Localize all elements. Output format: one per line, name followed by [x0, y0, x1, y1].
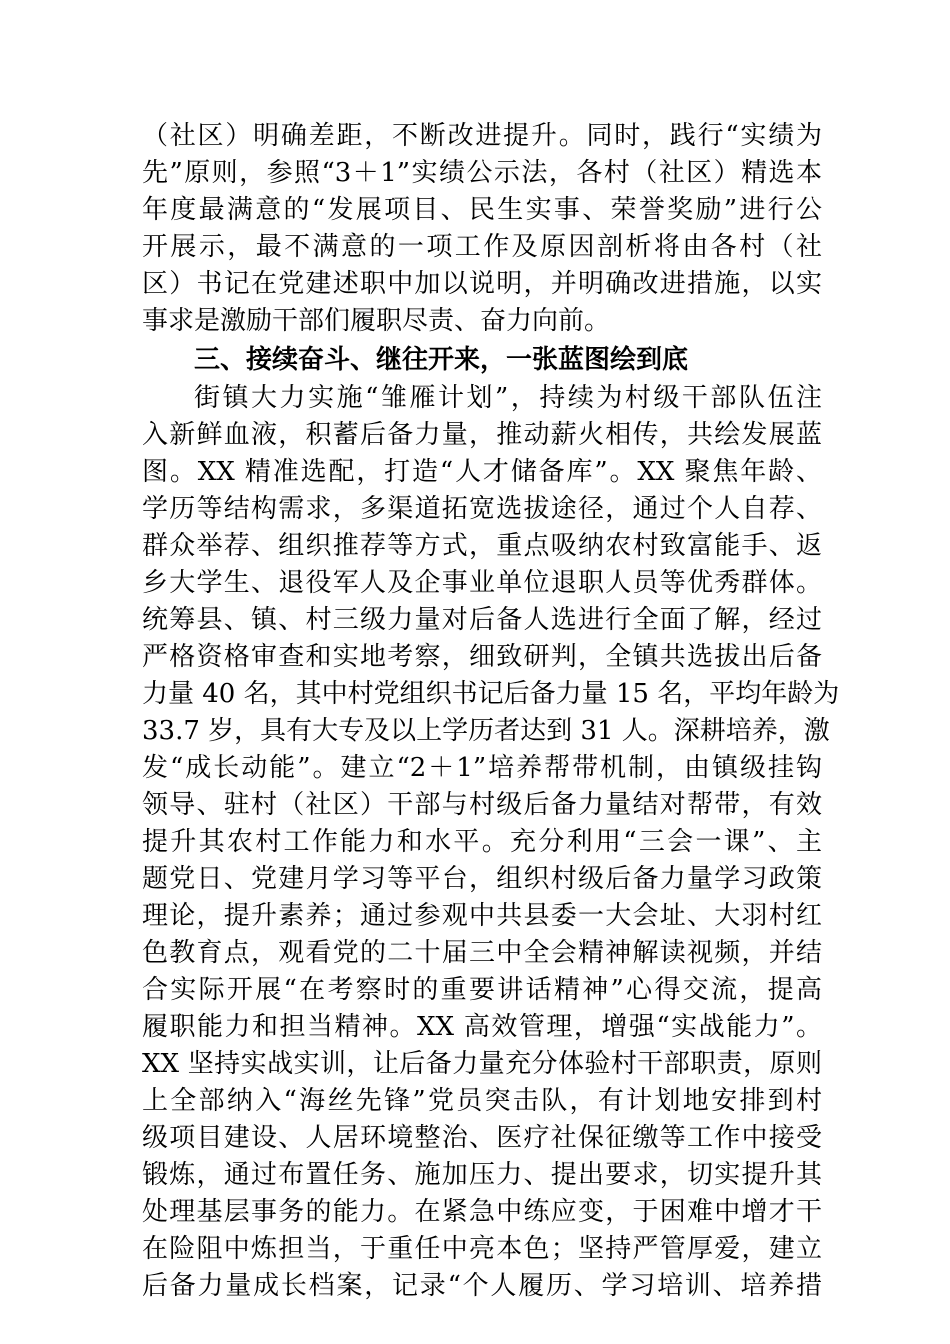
- text-line: 领导、驻村（社区）干部与村级后备力量结对帮带，有效: [142, 790, 822, 820]
- text-line: 群众举荐、组织推荐等方式，重点吸纳农村致富能手、返: [142, 531, 822, 561]
- text-line: 力量 40 名，其中村党组织书记后备力量 15 名，平均年龄为: [142, 679, 840, 709]
- body-paragraph: [142, 380, 840, 1305]
- text-line: 开展示，最不满意的一项工作及原因剖析将由各村（社: [142, 232, 822, 262]
- text-line: 在险阻中炼担当，于重任中亮本色；坚持严管厚爱，建立: [142, 1234, 822, 1264]
- text-line: 履职能力和担当精神。XX 高效管理，增强“实战能力”。: [142, 1012, 822, 1042]
- text-line: 事求是激励干部们履职尽责、奋力向前。: [142, 306, 611, 336]
- text-line: 严格资格审查和实地考察，细致研判，全镇共选拔出后备: [142, 642, 822, 672]
- text-line: 图。XX 精准选配，打造“人才储备库”。XX 聚焦年龄、: [142, 457, 822, 487]
- text-line: 乡大学生、退役军人及企事业单位退职人员等优秀群体。: [142, 568, 822, 598]
- text-line: 提升其农村工作能力和水平。充分利用“三会一课”、主: [142, 827, 822, 857]
- text-line: 后备力量成长档案，记录“个人履历、学习培训、培养措: [142, 1271, 822, 1301]
- section-heading: 三、接续奋斗、继往开来，一张蓝图绘到底: [194, 345, 689, 375]
- text-line: 锻炼，通过布置任务、施加压力、提出要求，切实提升其: [142, 1160, 822, 1190]
- text-line: 先”原则，参照“3＋1”实绩公示法，各村（社区）精选本: [142, 158, 822, 188]
- text-line: 区）书记在党建述职中加以说明，并明确改进措施，以实: [142, 269, 822, 299]
- text-line: 街镇大力实施“雏雁计划”，持续为村级干部队伍注: [194, 383, 822, 413]
- text-line: 入新鲜血液，积蓄后备力量，推动薪火相传，共绘发展蓝: [142, 420, 822, 450]
- text-line: （社区）明确差距，不断改进提升。同时，践行“实绩为: [142, 121, 822, 151]
- text-line: 色教育点，观看党的二十届三中全会精神解读视频，并结: [142, 938, 822, 968]
- text-line: 上全部纳入“海丝先锋”党员突击队，有计划地安排到村: [142, 1086, 822, 1116]
- text-line: 理论，提升素养；通过参观中共县委一大会址、大羽村红: [142, 901, 822, 931]
- text-line: 合实际开展“在考察时的重要讲话精神”心得交流，提高: [142, 975, 822, 1005]
- text-line: 级项目建设、人居环境整治、医疗社保征缴等工作中接受: [142, 1123, 822, 1153]
- intro-paragraph: [142, 118, 822, 340]
- text-line: 33.7 岁，具有大专及以上学历者达到 31 人。深耕培养，激: [142, 716, 830, 746]
- document-body: [142, 118, 840, 1305]
- text-line: 学历等结构需求，多渠道拓宽选拔途径，通过个人自荐、: [142, 494, 822, 524]
- text-line: 统筹县、镇、村三级力量对后备人选进行全面了解，经过: [142, 605, 822, 635]
- text-line: 处理基层事务的能力。在紧急中练应变，于困难中增才干: [142, 1197, 822, 1227]
- text-line: XX 坚持实战实训，让后备力量充分体验村干部职责，原则: [142, 1049, 822, 1079]
- text-line: 题党日、党建月学习等平台，组织村级后备力量学习政策: [142, 864, 822, 894]
- text-line: 发“成长动能”。建立“2＋1”培养帮带机制，由镇级挂钩: [142, 753, 822, 783]
- text-line: 年度最满意的“发展项目、民生实事、荣誉奖励”进行公: [142, 195, 822, 225]
